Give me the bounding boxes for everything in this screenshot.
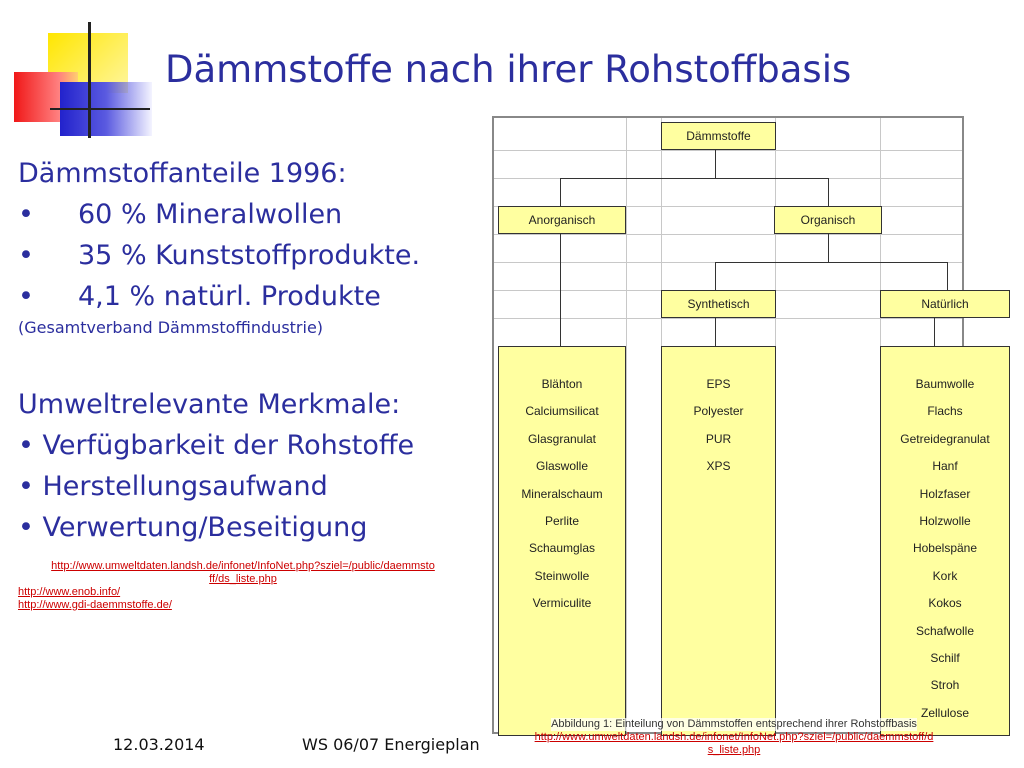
link-gdi[interactable]: http://www.gdi-daemmstoffe.de/ [18, 599, 172, 611]
material-item: Kork [932, 568, 958, 583]
bullet-item: • 35 % Kunststoffprodukte. [18, 240, 421, 271]
links-block [18, 560, 493, 612]
material-item: Holzfaser [919, 486, 971, 501]
figure-caption [494, 718, 974, 757]
material-item: Zellulose [920, 705, 970, 720]
material-item: Holzwolle [919, 514, 971, 529]
node-daemmstoffe: Dämmstoffe [661, 122, 776, 150]
merkmal-item: • Verfügbarkeit der Rohstoffe [18, 430, 415, 461]
node-organisch: Organisch [774, 206, 882, 234]
material-item: Blähton [541, 377, 583, 391]
material-item: Steinwolle [534, 568, 590, 583]
material-item: Schafwolle [915, 623, 975, 638]
merkmal-item: • Verwertung/Beseitigung [18, 512, 368, 543]
material-item: Calciumsilicat [525, 404, 599, 419]
material-item: Polyester [693, 404, 744, 419]
material-item: Schaumglas [528, 541, 596, 556]
material-item: Hanf [932, 459, 958, 474]
left-content [18, 154, 493, 612]
material-item: Perlite [544, 514, 579, 529]
material-item: EPS [706, 377, 731, 391]
shares-heading: Dämmstoffanteile 1996: [18, 158, 347, 189]
slide-title: Dämmstoffe nach ihrer Rohstoffbasis [165, 48, 852, 91]
footer-date: 12.03.2014 [113, 735, 205, 754]
material-item: Baumwolle [915, 377, 975, 391]
logo-horizontal-line [50, 108, 150, 110]
material-item: Hobelspäne [912, 541, 978, 556]
material-item: Vermiculite [532, 596, 592, 611]
footer-course: WS 06/07 Energieplan [302, 735, 480, 754]
column-synthetisch [661, 346, 776, 736]
caption-text: Abbildung 1: Einteilung von Dämmstoffen entsprechend ihrer Rohstoffbasis [551, 718, 917, 730]
material-item: Stroh [930, 678, 960, 693]
material-item: Glaswolle [535, 459, 589, 474]
bullet-item: • 4,1 % natürl. Produkte [18, 281, 381, 312]
column-anorganisch [498, 346, 626, 736]
node-anorganisch: Anorganisch [498, 206, 626, 234]
material-item: XPS [706, 459, 731, 474]
material-item: Mineralschaum [521, 486, 603, 501]
merkmal-item: • Herstellungsaufwand [18, 471, 328, 502]
material-item: PUR [705, 431, 732, 446]
link-umweltdaten[interactable]: http://www.umweltdaten.landsh.de/infonet/InfoNet.php?sziel=/public/daemmsto ff/ds_liste.php [51, 560, 435, 585]
link-enob[interactable]: http://www.enob.info/ [18, 586, 121, 598]
material-item: Getreidegranulat [900, 431, 990, 446]
logo-vertical-line [88, 22, 91, 138]
material-item: Schilf [930, 651, 960, 666]
caption-link[interactable]: http://www.umweltdaten.landsh.de/infonet/InfoNet.php?sziel=/public/daemmstoff/d s_liste.php [534, 731, 934, 756]
insulation-classification-diagram [492, 116, 990, 734]
column-natuerlich [880, 346, 1010, 736]
source-note: (Gesamtverband Dämmstoffindustrie) [18, 318, 324, 337]
material-item: Kokos [928, 596, 962, 611]
node-natuerlich: Natürlich [880, 290, 1010, 318]
node-synthetisch: Synthetisch [661, 290, 776, 318]
material-item: Flachs [927, 404, 963, 419]
merkmale-heading: Umweltrelevante Merkmale: [18, 389, 401, 420]
material-item: Glasgranulat [527, 431, 597, 446]
bullet-item: • 60 % Mineralwollen [18, 199, 343, 230]
